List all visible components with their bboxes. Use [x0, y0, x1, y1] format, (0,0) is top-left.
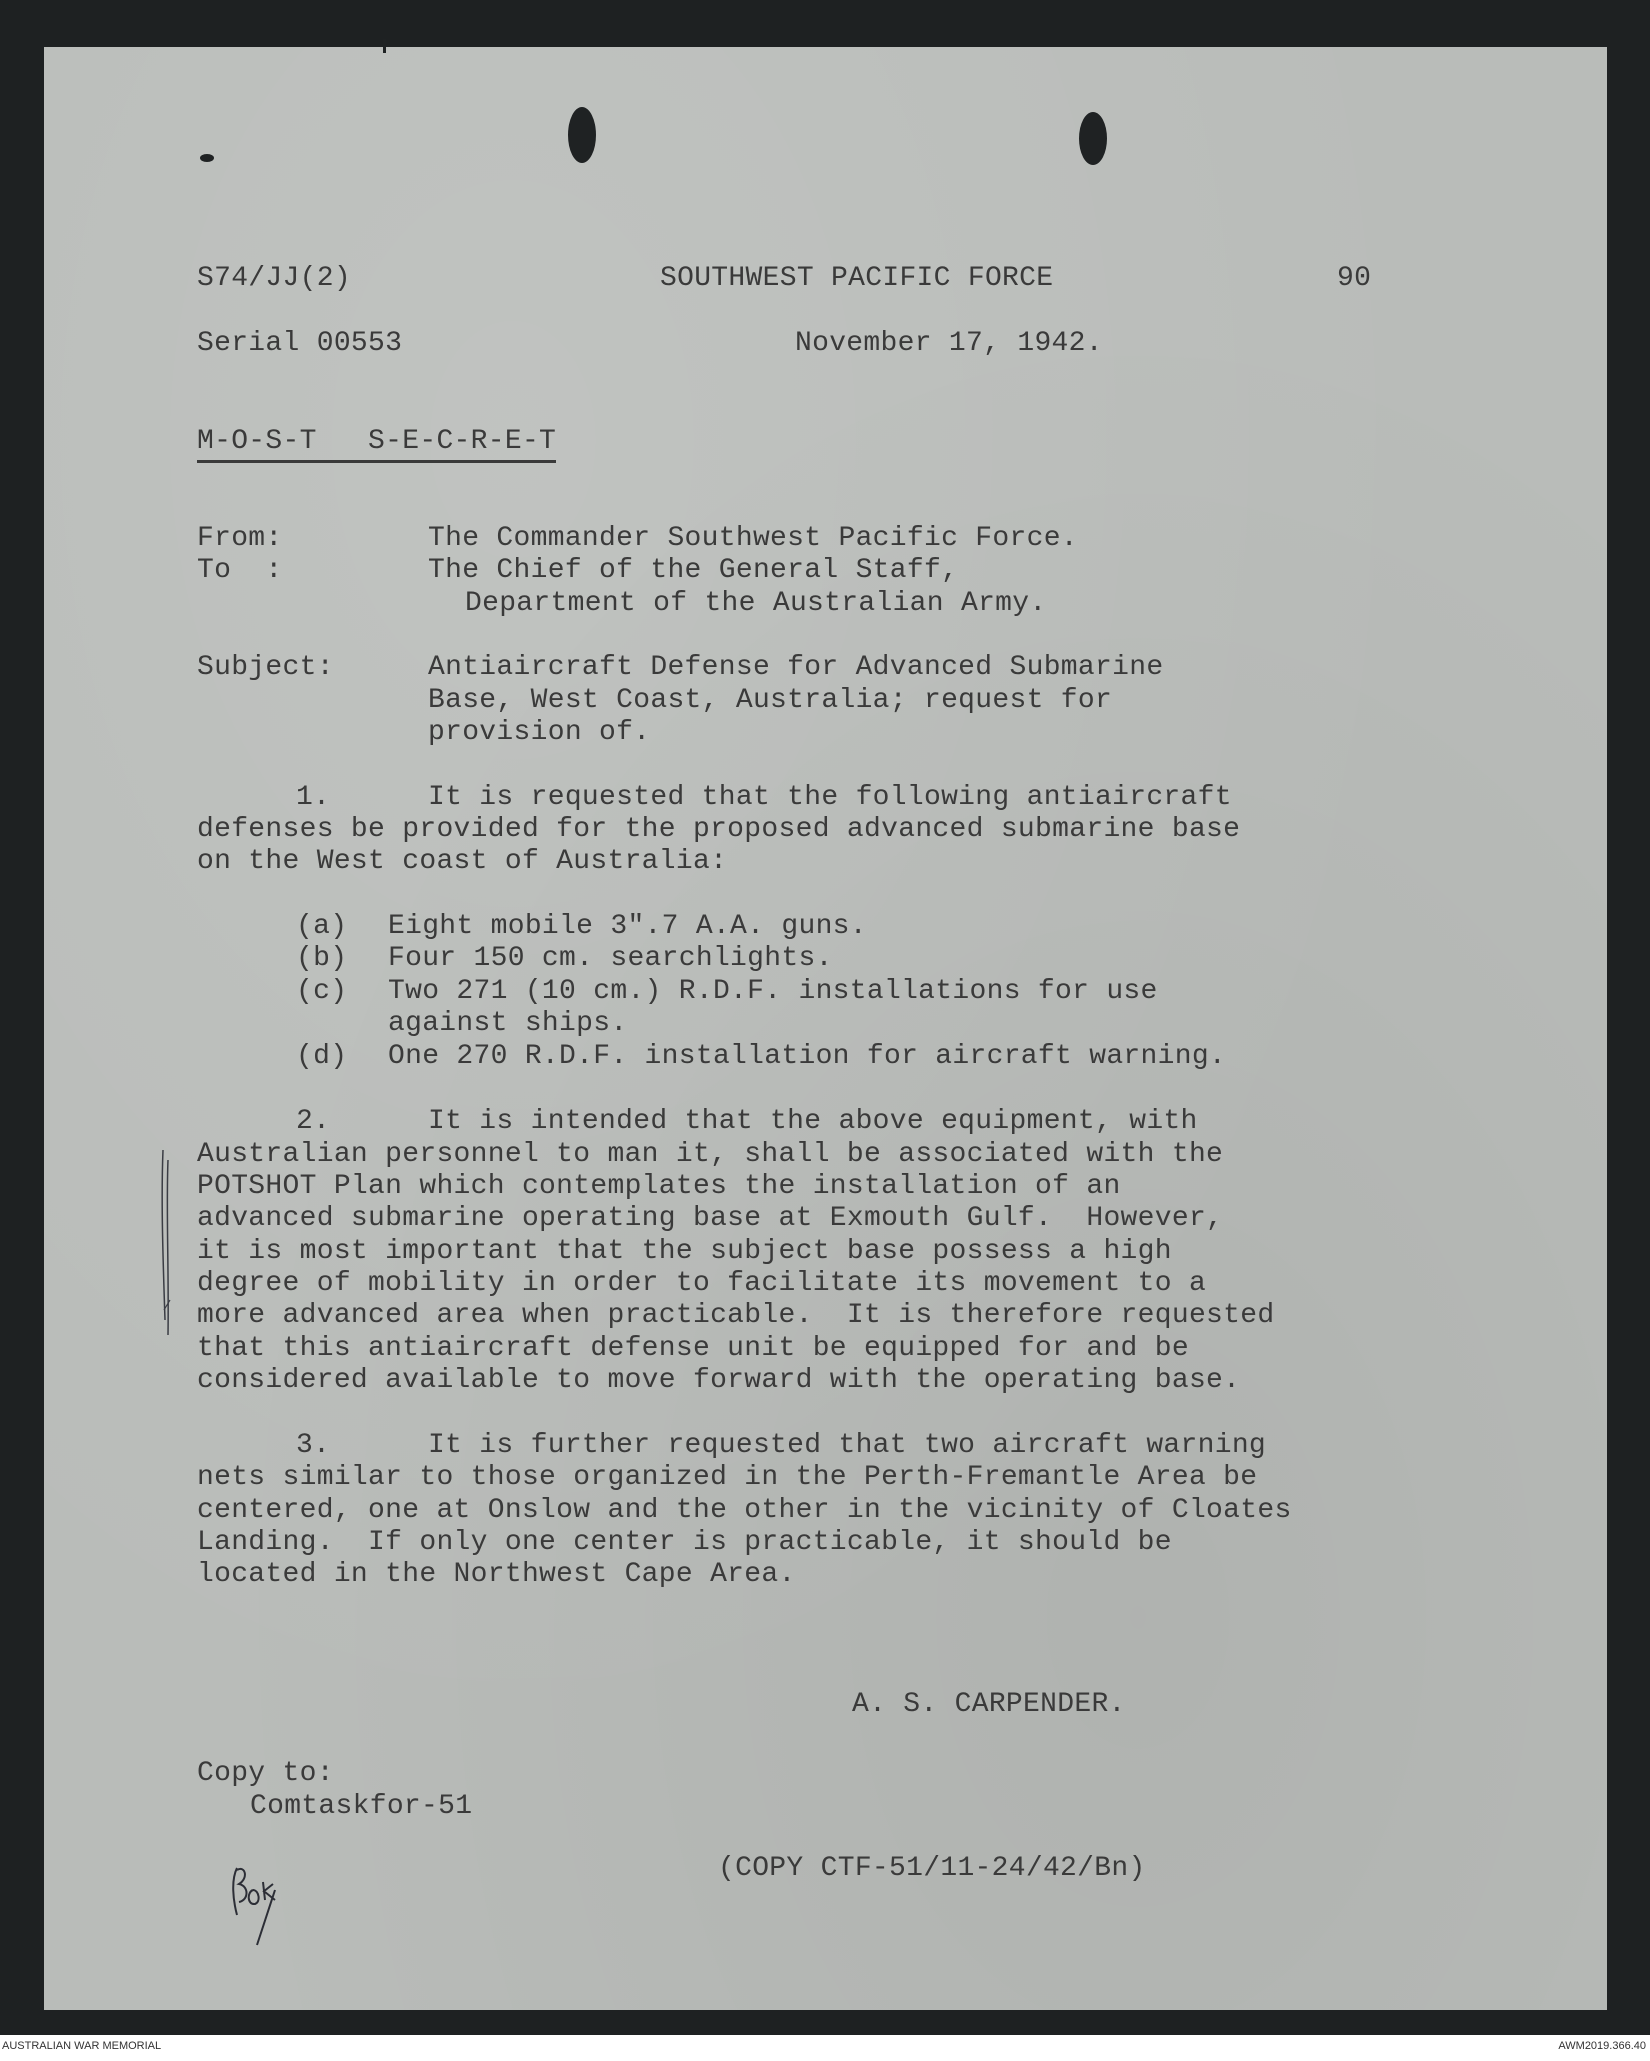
- page-number: 90: [1337, 263, 1372, 294]
- to-value-line: The Chief of the General Staff,: [428, 555, 959, 586]
- signature-block: A. S. CARPENDER.: [852, 1689, 1126, 1720]
- list-item-text: Eight mobile 3".7 A.A. guns.: [388, 911, 867, 942]
- from-label: From:: [197, 523, 283, 554]
- footer-institution: AUSTRALIAN WAR MEMORIAL: [2, 2040, 162, 2052]
- paragraph-number: 1.: [296, 782, 331, 813]
- serial-number: Serial 00553: [197, 328, 403, 359]
- footer-accession-number: AWM2019.366.40: [1558, 2040, 1646, 2052]
- to-value-line: Department of the Australian Army.: [465, 588, 1047, 619]
- punch-hole-right: [1079, 112, 1107, 165]
- subject-line: provision of.: [428, 717, 651, 748]
- classification-marking: M-O-S-T S-E-C-R-E-T: [197, 425, 556, 463]
- paragraph-line: more advanced area when practicable. It is therefore requested: [197, 1300, 1275, 1331]
- list-item-text: against ships.: [388, 1008, 628, 1039]
- paragraph-line: that this antiaircraft defense unit be equipped for and be: [197, 1333, 1189, 1364]
- to-label: To :: [197, 555, 283, 586]
- handwritten-initials: [225, 1860, 295, 1950]
- list-item-text: Two 271 (10 cm.) R.D.F. installations for use: [388, 976, 1158, 1007]
- top-edge-tick: [383, 39, 386, 53]
- paragraph-number: 3.: [296, 1430, 331, 1461]
- file-reference: S74/JJ(2): [197, 263, 351, 294]
- paragraph-line: nets similar to those organized in the Perth-Fremantle Area be: [197, 1462, 1258, 1493]
- paragraph-line: defenses be provided for the proposed advanced submarine base: [197, 814, 1241, 845]
- punch-hole-left: [568, 107, 596, 163]
- subject-label: Subject:: [197, 652, 334, 683]
- paragraph-number: 2.: [296, 1106, 331, 1137]
- subject-line: Antiaircraft Defense for Advanced Submarine: [428, 652, 1164, 683]
- paragraph-line: It is further requested that two aircraft warning: [428, 1430, 1267, 1461]
- small-tear-mark: [200, 154, 214, 162]
- paragraph-line: it is most important that the subject base possess a high: [197, 1236, 1172, 1267]
- margin-pencil-mark: [155, 1140, 185, 1340]
- copy-to-recipient: Comtaskfor-51: [250, 1791, 473, 1822]
- paragraph-line: on the West coast of Australia:: [197, 846, 728, 877]
- organization-heading: SOUTHWEST PACIFIC FORCE: [660, 263, 1054, 294]
- paragraph-line: It is requested that the following antiaircraft: [428, 782, 1232, 813]
- list-item-text: Four 150 cm. searchlights.: [388, 943, 833, 974]
- paragraph-line: advanced submarine operating base at Exmouth Gulf. However,: [197, 1203, 1224, 1234]
- from-value: The Commander Southwest Pacific Force.: [428, 523, 1078, 554]
- copy-reference: (COPY CTF-51/11-24/42/Bn): [718, 1853, 1146, 1884]
- list-item-text: One 270 R.D.F. installation for aircraft warning.: [388, 1041, 1227, 1072]
- list-item-label: (d): [296, 1041, 348, 1072]
- paragraph-line: Landing. If only one center is practicable, it should be: [197, 1527, 1172, 1558]
- paragraph-line: degree of mobility in order to facilitate its movement to a: [197, 1268, 1207, 1299]
- subject-line: Base, West Coast, Australia; request for: [428, 685, 1113, 716]
- copy-to-label: Copy to:: [197, 1758, 334, 1789]
- list-item-label: (b): [296, 943, 348, 974]
- document-date: November 17, 1942.: [795, 328, 1103, 359]
- paragraph-line: considered available to move forward with the operating base.: [197, 1365, 1241, 1396]
- list-item-label: (c): [296, 976, 348, 1007]
- paragraph-line: POTSHOT Plan which contemplates the installation of an: [197, 1171, 1121, 1202]
- paragraph-line: Australian personnel to man it, shall be associated with the: [197, 1139, 1224, 1170]
- paragraph-line: It is intended that the above equipment, with: [428, 1106, 1198, 1137]
- list-item-label: (a): [296, 911, 348, 942]
- paragraph-line: located in the Northwest Cape Area.: [197, 1559, 796, 1590]
- paragraph-line: centered, one at Onslow and the other in the vicinity of Cloates: [197, 1495, 1292, 1526]
